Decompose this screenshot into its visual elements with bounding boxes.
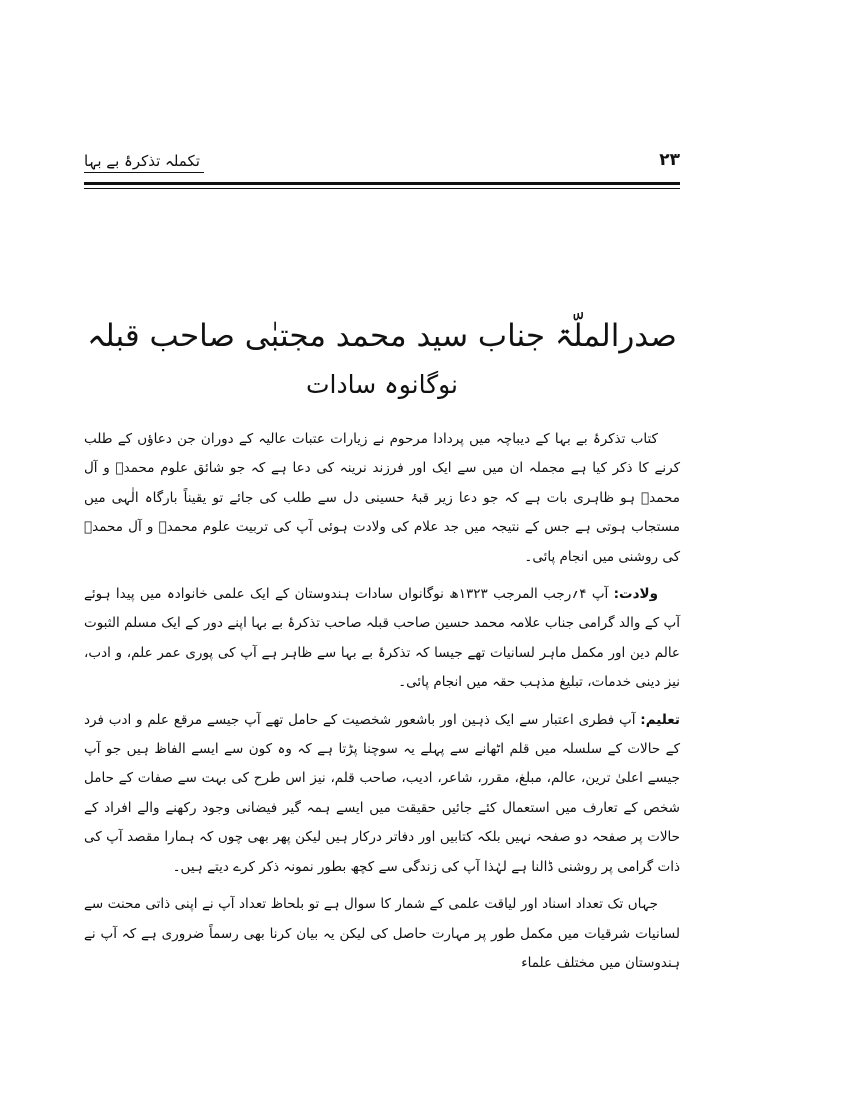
chapter-title: صدرالملّۃ جناب سید محمد مجتبٰی صاحب قبلہ — [87, 318, 677, 354]
header-rule-thin — [84, 188, 680, 189]
birth-label: ولادت: — [613, 586, 658, 603]
intro-paragraph: کتاب تذکرۂ بے بہا کے دیباچہ میں پردادا مرحوم نے زیارات عتبات عالیہ کے دوران جن دعاؤں کے طلب کرنے کا ذکر کیا ہے مجملہ ان میں سے ایک اور فرزند نرینہ کی دعا ہے کہ جو شائق علوم محمدؐ و آل محمدؐ ہو ظاہری بات ہے کہ جو دعا زیر قبۂ حسینی دل سے طلب کی جائے تو یقیناً بارگاہ الٰہی میں مستجاب ہوتی ہے جس کے نتیجہ میں جد علام کی ولادت ہوئی آپ کی تربیت علوم محمدؐ و آل محمدؐ کی روشنی میں انجام پائی۔ — [84, 431, 680, 565]
birth-paragraph — [84, 580, 680, 698]
page-header — [84, 150, 680, 178]
body-text — [84, 425, 680, 986]
birth-text: آپ ۴؍رجب المرجب ۱۳۲۳ھ نوگانواں سادات ہندوستان کے ایک علمی خانوادہ میں پیدا ہوئے آپ کے والد گرامی جناب علامہ محمد حسین صاحب قبلہ صاحب تذکرۂ بے بہا اپنے دور کے ایک مسلم الثبوت عالم دین اور مکمل ماہر لسانیات تھے جیسا کہ تذکرۂ بے بہا سے ظاہر ہے آپ کی پوری عمر علم، و ادب، نیز دینی خدمات، تبلیغ مذہب حقہ میں انجام پائی۔ — [84, 586, 680, 691]
education-paragraph — [84, 706, 680, 882]
final-paragraph: جہاں تک تعداد اسناد اور لیاقت علمی کے شمار کا سوال ہے تو بلحاظ تعداد آپ نے اپنی ذاتی محنت سے لسانیات شرقیات میں مکمل طور پر مہارت حاصل کی لیکن یہ بیان کرنا بھی رسماً ضروری ہے کہ آپ نے ہندوستان میں مختلف علماء — [84, 896, 680, 971]
running-title: تکملہ تذکرۂ بے بہا — [84, 152, 200, 170]
education-label: تعلیم: — [640, 711, 680, 728]
chapter-subtitle: نوگانوہ سادات — [305, 370, 459, 399]
header-rule-thick — [84, 182, 680, 185]
running-title-underline — [84, 172, 204, 173]
education-text: آپ فطری اعتبار سے ایک ذہین اور باشعور شخصیت کے حامل تھے آپ جیسے مرقع علم و ادب فرد کے حالات کے سلسلہ میں قلم اٹھانے سے پہلے یہ سوچنا پڑتا ہے کہ وہ کون سے ایسے الفاظ ہیں جو آپ جیسے اعلیٰ ترین، عالم، مبلغ، مقرر، شاعر، ادیب، صاحب قلم، نیز اس طرح کی بہت سے صفات کے حامل شخص کے تعارف میں استعمال کئے جائیں حقیقت میں ایسے ہمہ گیر فیضانی وجود رکھنے والے افراد کے حالات پر صفحہ دو صفحہ نہیں بلکہ کتابیں اور دفاتر درکار ہیں لیکن پھر بھی چوں کہ ہمارا مقصد آپ کی ذات گرامی پر روشنی ڈالنا ہے لہٰذا آپ کی زندگی سے کچھ بطور نمونہ ذکر کرے دیتے ہیں۔ — [84, 711, 680, 875]
page-number: ۲۳ — [659, 150, 680, 170]
